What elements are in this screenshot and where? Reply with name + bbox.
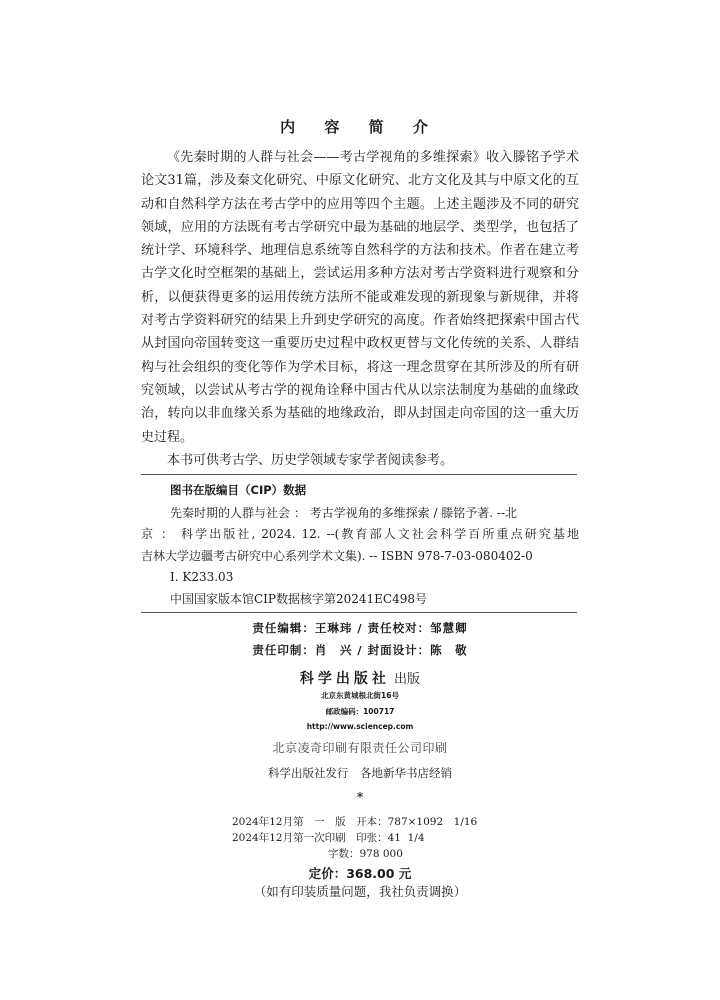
summary-paragraph-2: 本书可供考古学、历史学领域专家学者阅读参考。 bbox=[167, 452, 454, 468]
publisher-url: http://www.sciencep.com bbox=[306, 722, 414, 731]
summary-line: 《先秦时期的人群与社会——考古学视角的多维探索》收入滕铭予 bbox=[167, 150, 553, 165]
publisher-postcode: 邮政编码：100717 bbox=[325, 707, 395, 716]
summary-line: 新现象与新规律，并将对考古学资料研究的结果上升到史学研究的高度。 bbox=[141, 289, 579, 329]
summary-line: 学术论文31篇，涉及秦文化研究、中原文化研究、北方文化及其与中原文 bbox=[141, 150, 579, 189]
summary-line: 治，即从封国走向帝国的这一重大历史过程。 bbox=[141, 406, 579, 445]
word-count: 字数：978 000 bbox=[328, 848, 403, 860]
cip-line: Ⅰ. K233.03 bbox=[170, 570, 234, 585]
summary-line: 学资料进行观察和分析，以便获得更多的运用传统方法所不能或难发现的 bbox=[141, 266, 579, 305]
cip-line: 吉林大学边疆考古研究中心系列学术文集). -- ISBN 978-7-03-080402-0 bbox=[141, 548, 533, 563]
summary-line: 代从以宗法制度为基础的血缘政治，转向以非血缘关系为基础的地缘政 bbox=[141, 382, 579, 422]
summary-line: 术。作者在建立考古学文化时空框架的基础上，尝试运用多种方法对考古 bbox=[141, 243, 579, 282]
publisher-suffix: 出版 bbox=[389, 672, 421, 687]
divider-top bbox=[141, 474, 577, 475]
price: 定价：368.00 元 bbox=[308, 866, 412, 881]
printer-line: 北京凌奇印刷有限责任公司印刷 bbox=[272, 741, 448, 755]
summary-line: 理念贯穿在其所涉及的所有研究领域，以尝试从考古学的视角诠释中国古 bbox=[141, 359, 579, 398]
editors-line-1: 责任编辑：王琳玮 / 责任校对：邹慧卿 bbox=[252, 621, 468, 635]
edition-line: 2024年12月第 一 版 开本：787×1092 1/16 bbox=[232, 816, 478, 828]
printing-line: 2024年12月第一次印刷 印张：41 1/4 bbox=[232, 832, 425, 844]
summary-paragraph-1 bbox=[141, 146, 579, 449]
page-title: 内 容 简 介 bbox=[280, 118, 440, 136]
summary-line: 同的研究领域，应用的方法既有考古学研究中最为基础的地层学、类型 bbox=[141, 196, 579, 235]
editors-line-2: 责任印制：肖 兴 / 封面设计：陈 敬 bbox=[252, 643, 468, 657]
cip-line: 京 ： 科学出版社, 2024. 12. --(教育部人文社会科学百所重点研究基地 bbox=[141, 527, 579, 542]
cip-heading: 图书在版编目（CIP）数据 bbox=[170, 483, 307, 497]
cip-line: 先秦时期的人群与社会 ： 考古学视角的多维探索 / 滕铭予著. --北 bbox=[170, 506, 518, 520]
summary-line: 学，也包括了统计学、环境科学、地理信息系统等自然科学的方法和技 bbox=[141, 219, 579, 259]
publisher-address: 北京东黄城根北街16号 bbox=[321, 691, 399, 700]
cip-number: 中国国家版本馆CIP数据核字第20241EC498号 bbox=[170, 591, 428, 606]
summary-line: 作者始终把探索中国古代从封国向帝国转变这一重要历史过程中政权更替 bbox=[141, 313, 579, 352]
summary-section bbox=[141, 146, 579, 472]
distribution-line: 科学出版社发行 各地新华书店经销 bbox=[268, 766, 452, 780]
divider-bottom bbox=[141, 612, 577, 613]
publisher-brand: 科学出版社 bbox=[299, 671, 390, 687]
quality-notice: （如有印装质量问题，我社负责调换） bbox=[253, 884, 467, 899]
summary-line: 化的互动和自然科学方法在考古学中的应用等四个主题。上述主题涉及不 bbox=[141, 173, 579, 212]
cip-record bbox=[141, 503, 579, 610]
summary-line: 与文化传统的关系、人群结构与社会组织的变化等作为学术目标，将这一 bbox=[141, 336, 579, 375]
publisher-line bbox=[0, 668, 720, 688]
separator-star: * bbox=[356, 790, 364, 804]
